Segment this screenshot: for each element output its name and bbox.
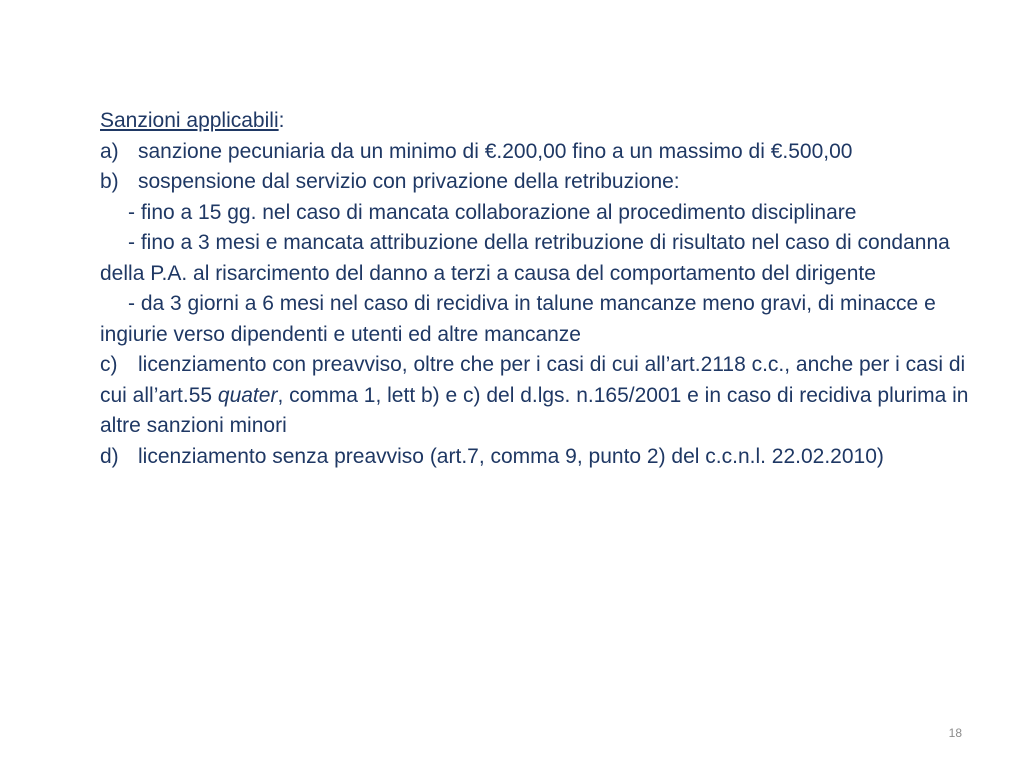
page-number: 18 xyxy=(948,726,962,740)
item-c-text-after: , comma 1, lett b) e c) del d.lgs. n.165/2001 e in caso di recidiva plurima in altre sanzioni minori xyxy=(100,383,969,437)
sanction-item-b-sub-2: - fino a 3 mesi e mancata attribuzione della retribuzione di risultato nel caso di condanna della P.A. al risarcimento del danno a terzi a causa del comportamento del dirigente xyxy=(100,231,950,285)
sanctions-heading-colon: : xyxy=(278,109,285,132)
sanction-item-d xyxy=(100,442,970,473)
item-c-text-before: licenziamento con preavviso, oltre che per i casi di cui all’art.2118 c.c., anche per i casi di cui all’art.55 xyxy=(100,353,966,407)
slide-content xyxy=(100,106,970,472)
item-d-text: licenziamento senza preavviso (art.7, comma 9, punto 2) del c.c.n.l. 22.02.2010) xyxy=(138,444,884,468)
sanction-item-a xyxy=(100,137,970,168)
item-a-label: a) xyxy=(100,139,119,163)
item-a-text: sanzione pecuniaria da un minimo di €.200,00 fino a un massimo di €.500,00 xyxy=(138,139,853,163)
item-c-label: c) xyxy=(100,353,118,376)
sanction-item-c xyxy=(100,350,970,442)
item-c-text-italic: quater xyxy=(217,383,278,407)
sanction-item-b xyxy=(100,167,970,198)
sanctions-heading-title: Sanzioni applicabili xyxy=(100,109,279,132)
sanction-item-b-sub-3: - da 3 giorni a 6 mesi nel caso di recidiva in talune mancanze meno gravi, di minacce e ingiurie verso dipendenti e utenti ed altre mancanze xyxy=(100,292,936,346)
sanction-item-b-sub-1: - fino a 15 gg. nel caso di mancata collaborazione al procedimento disciplinare xyxy=(128,200,857,224)
item-b-label: b) xyxy=(100,170,119,193)
item-d-label: d) xyxy=(100,444,119,468)
sanctions-heading xyxy=(100,106,970,137)
item-b-text: sospensione dal servizio con privazione della retribuzione: xyxy=(138,170,680,193)
